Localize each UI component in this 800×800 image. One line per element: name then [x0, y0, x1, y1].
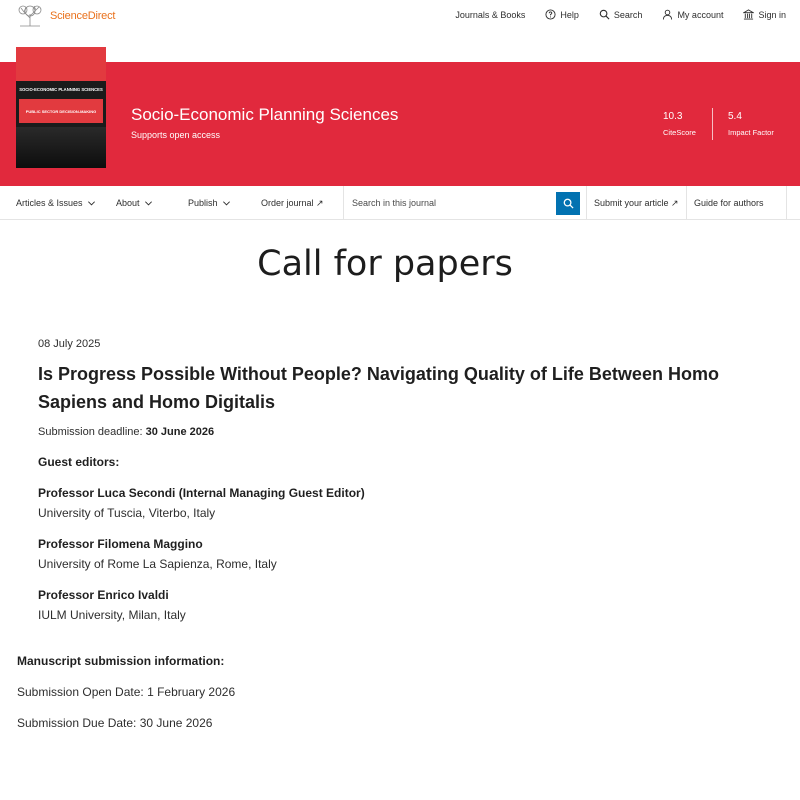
help-label: Help	[560, 9, 579, 20]
my-account-link[interactable]	[662, 9, 723, 20]
cover-subtitle: PUBLIC SECTOR DECISION-MAKING	[25, 109, 97, 114]
top-utility-bar	[0, 0, 800, 38]
publish-date: 08 July 2025	[38, 338, 101, 350]
order-journal-link[interactable]	[261, 198, 324, 209]
order-journal-label: Order journal ↗	[261, 198, 324, 208]
chevron-down-icon	[222, 199, 231, 208]
about-menu[interactable]	[116, 198, 153, 208]
submit-article-link[interactable]	[586, 186, 686, 220]
editor-name: Professor Filomena Maggino	[38, 537, 203, 551]
user-icon	[662, 9, 673, 20]
sciencedirect-logo[interactable]	[16, 4, 115, 28]
impact-factor-value: 5.4	[728, 111, 742, 122]
submission-heading: Manuscript submission information:	[17, 654, 225, 668]
journal-cover-image[interactable]	[16, 47, 106, 168]
journals-books-label: Journals & Books	[455, 9, 526, 20]
help-link[interactable]	[545, 9, 579, 20]
sign-in-label: Sign in	[758, 9, 786, 20]
editor-affiliation: University of Rome La Sapienza, Rome, Italy	[38, 557, 277, 571]
journal-title[interactable]: Socio-Economic Planning Sciences	[131, 105, 399, 124]
guest-editors-heading: Guest editors:	[38, 455, 120, 469]
publish-label: Publish	[188, 198, 218, 208]
top-links	[435, 9, 786, 20]
cover-title: SOCIO-ECONOMIC PLANNING SCIENCES	[19, 87, 103, 92]
citescore-label: CiteScore	[663, 128, 696, 137]
search-link[interactable]	[599, 9, 643, 20]
journal-search	[343, 186, 580, 220]
call-for-papers-article	[38, 338, 758, 622]
chevron-down-icon	[87, 199, 96, 208]
page-title: Call for papers	[257, 244, 513, 284]
chevron-down-icon	[144, 199, 153, 208]
search-icon	[599, 9, 610, 20]
articles-issues-label: Articles & Issues	[16, 198, 83, 208]
editor-affiliation: IULM University, Milan, Italy	[38, 608, 186, 622]
about-label: About	[116, 198, 140, 208]
impact-factor-metric[interactable]	[728, 111, 774, 137]
editor-name: Professor Enrico Ivaldi	[38, 588, 169, 602]
submission-due-date: Submission Due Date: 30 June 2026	[17, 716, 213, 730]
cover-base	[16, 127, 106, 168]
submit-article-label: Submit your article ↗	[594, 197, 679, 208]
citescore-metric[interactable]	[663, 111, 696, 137]
editor-entry	[38, 588, 758, 622]
journals-books-link[interactable]	[455, 10, 525, 20]
guide-authors-link[interactable]	[686, 186, 787, 220]
publish-menu[interactable]	[188, 198, 231, 208]
submission-open-date: Submission Open Date: 1 February 2026	[17, 685, 236, 699]
submission-info	[17, 654, 757, 730]
cover-top-band	[16, 47, 106, 81]
articles-issues-menu[interactable]	[16, 198, 96, 208]
editor-affiliation: University of Tuscia, Viterbo, Italy	[38, 506, 216, 520]
help-icon	[545, 9, 556, 20]
metric-divider	[712, 108, 713, 140]
article-title: Is Progress Possible Without People? Navigating Quality of Life Between Homo Sapiens and Homo Digitalis	[38, 364, 719, 412]
impact-factor-label: Impact Factor	[728, 128, 774, 137]
journal-search-input[interactable]	[344, 186, 556, 220]
journal-nav-bar	[0, 186, 800, 220]
search-icon	[563, 198, 574, 209]
elsevier-tree-icon	[16, 4, 44, 28]
journal-search-button[interactable]	[556, 192, 580, 215]
my-account-label: My account	[677, 9, 724, 20]
open-access-label: Supports open access	[131, 130, 221, 140]
search-label: Search	[613, 9, 643, 20]
editor-name: Professor Luca Secondi (Internal Managing Guest Editor)	[38, 486, 365, 500]
citescore-value: 10.3	[663, 111, 683, 122]
sign-in-link[interactable]	[743, 9, 786, 20]
deadline-value: 30 June 2026	[145, 426, 215, 438]
editor-entry	[38, 537, 758, 571]
submission-deadline	[38, 426, 758, 438]
guide-authors-label: Guide for authors	[694, 198, 764, 208]
deadline-label: Submission deadline:	[38, 426, 146, 438]
editor-entry	[38, 486, 758, 520]
logo-text: ScienceDirect	[50, 10, 116, 22]
institution-icon	[743, 9, 754, 20]
